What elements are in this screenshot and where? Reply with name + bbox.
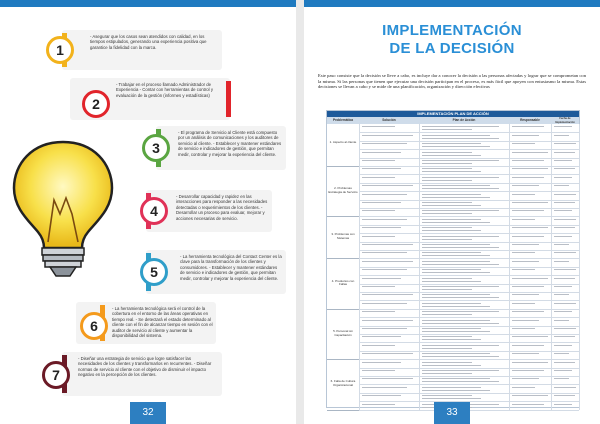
table-header bbox=[327, 117, 579, 124]
step-4-number: 4 bbox=[140, 197, 168, 225]
step-6-number: 6 bbox=[80, 312, 108, 340]
step-1-text: - Asegurar que los casos sean atendidos con calidad, en los tiempos estipulados, generando una experiencia positiva que garantice la fidelidad con la marca. bbox=[90, 34, 207, 50]
step-2-text: - Trabajar en el proceso llamado Administrador de Experiencia - Contar con herramientas de control y evaluación de la gestión (informes y estadísticas) bbox=[116, 82, 213, 98]
page-number-right: 33 bbox=[434, 402, 470, 424]
table-group-label: 6. Falta de Cultura Organizacional bbox=[330, 379, 356, 387]
lightbulb-icon bbox=[4, 138, 122, 280]
action-plan-table bbox=[326, 110, 580, 408]
right-top-bar bbox=[304, 0, 600, 7]
table-group-label: 2. Problemas Estrategia de Servicio bbox=[328, 186, 358, 194]
page-number-left: 32 bbox=[130, 402, 166, 424]
page-gutter bbox=[296, 0, 304, 424]
step-2-number: 2 bbox=[82, 90, 110, 118]
table-group-label: 1. Aspecto al cliente bbox=[329, 140, 357, 144]
step-2-accent bbox=[226, 81, 231, 117]
table-group-label: 4. Productos con Fallas bbox=[331, 278, 355, 287]
title-line-1: IMPLEMENTACIÓN bbox=[382, 22, 522, 39]
table-group-label: 5. Personal sin Capacitación bbox=[333, 329, 353, 337]
header-problematica: Problemática bbox=[332, 118, 354, 122]
step-3-number: 3 bbox=[142, 134, 170, 162]
left-page bbox=[0, 0, 296, 424]
step-5-number: 5 bbox=[140, 258, 168, 286]
step-4-text: - Desarrollar capacidad y rapidez en las interacciones para responder a las necesidades detectadas o requerimientos de los clientes. - Desarrollar un proceso para evaluar, mejorar y acciones necesarias de servicio. bbox=[176, 194, 268, 221]
left-top-bar bbox=[0, 0, 296, 7]
step-7-number: 7 bbox=[42, 361, 70, 389]
title-line-2: DE LA DECISIÓN bbox=[389, 40, 515, 57]
right-page bbox=[304, 0, 600, 424]
page-title bbox=[304, 22, 600, 58]
step-5-text: - La herramienta tecnológica del Contact Center es la clave para la transformación de los clientes y consumidores. - Establecer y mantener estándares de servicio e indicadores de gestión, que permitan medir, controlar y mejorar la experiencia del cliente. bbox=[180, 254, 282, 281]
step-6-text: - La herramienta tecnológica será el control de la cobertura en el entorno de las áreas operativas en tiempo real. - Se detectará el estado determinado al cliente con el fin de alcanzar tiempo en sesión con el auditor de servicio al cliente y aumentar la disponibilidad del sistema. bbox=[112, 306, 213, 339]
header-responsable: Responsable bbox=[520, 118, 540, 122]
table-title: IMPLEMENTACIÓN PLAN DE ACCIÓN bbox=[327, 111, 579, 117]
header-plan: Plan de Acción bbox=[452, 118, 476, 122]
step-1-number: 1 bbox=[46, 36, 74, 64]
header-fecha: Fecha de Implementación bbox=[555, 117, 575, 124]
table-group-label: 3. Problemas con Sistemas bbox=[331, 232, 355, 240]
step-7-text: - Diseñar una estrategia de servicio que logre satisfacer las necesidades de los clientes y transformarlos en recurrentes. - Diseñar normas de servicio al cliente con el objetivo de disminuir el impacto negativo en la percepción de los clientes. bbox=[78, 356, 212, 378]
intro-paragraph: Este paso consiste que la decisión se lleve a cabo, es incluye dar a conocer la decisión a las personas afectadas y lograr que se comprometan con la misma. Si las personas que tienen que ejecutar una decisión participan en el proceso, es más fácil que apoyen con entusiasmo la misma. Estas decisiones se llevan a cabo y se mide de una planificación, organización y dirección efectivas bbox=[318, 73, 586, 90]
step-3-text: - El programa de Servicio al Cliente está compuesto por un análisis de comunicaciones y los auditores de servicio al cliente. - Establecer y mantener estándares de servicio e indicadores de gestión, que permitan medir, controlar y mejorar la experiencia del cliente. bbox=[178, 130, 282, 157]
header-solucion: Solución bbox=[382, 118, 396, 122]
